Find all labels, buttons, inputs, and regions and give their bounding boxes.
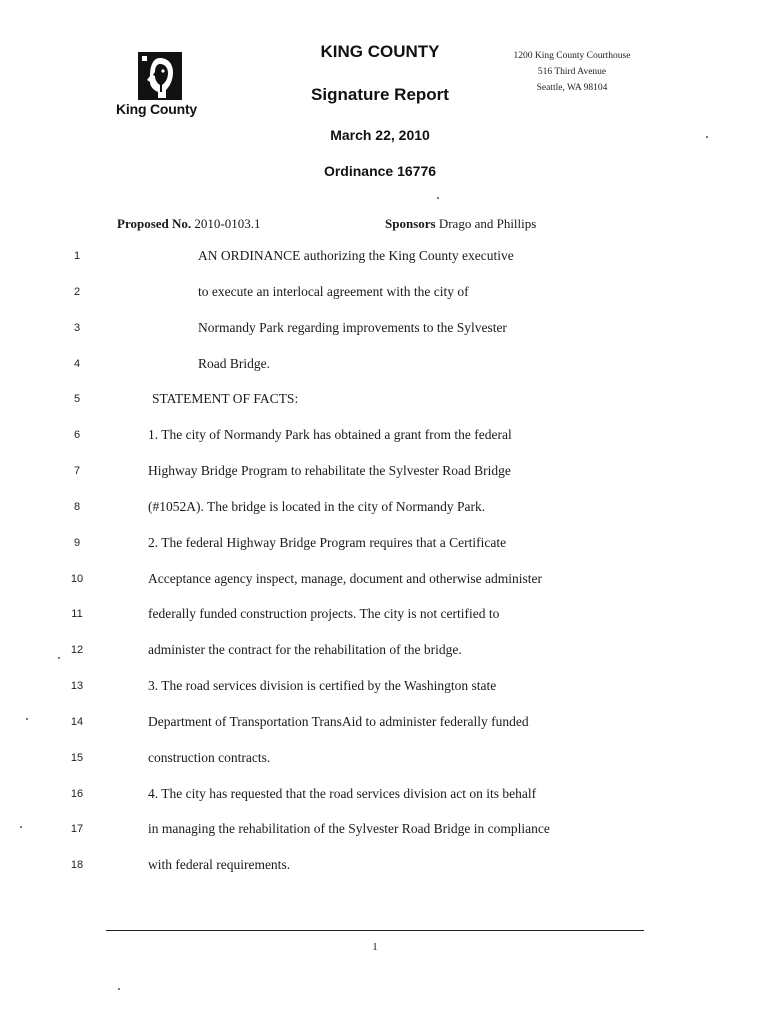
ordinance-line: [0, 427, 770, 447]
logo-text: King County: [116, 101, 198, 117]
ordinance-line: [0, 786, 770, 806]
line-text: administer the contract for the rehabilitation of the bridge.: [148, 642, 462, 657]
line-text: Road Bridge.: [198, 356, 270, 371]
ordinance-line: [0, 821, 770, 841]
proposed-value: 2010-0103.1: [194, 216, 261, 231]
scan-speck: [58, 657, 60, 659]
ordinance-line: [0, 356, 770, 376]
ordinance-line: [0, 714, 770, 734]
king-county-logo-icon: [138, 52, 182, 100]
line-text: (#1052A). The bridge is located in the city of Normandy Park.: [148, 499, 486, 514]
page-number: 1: [372, 941, 378, 953]
line-number: 9: [73, 537, 81, 549]
scan-speck: [118, 988, 120, 990]
ordinance-number: Ordinance 16776: [323, 163, 437, 179]
line-text: construction contracts.: [148, 750, 271, 765]
line-text: 1. The city of Normandy Park has obtained a grant from the federal: [148, 427, 512, 442]
ordinance-line: [0, 320, 770, 340]
line-text: in managing the rehabilitation of the Sylvester Road Bridge in compliance: [148, 821, 550, 836]
ordinance-line: [0, 391, 770, 411]
line-number: 15: [70, 752, 84, 764]
line-text: Highway Bridge Program to rehabilitate the Sylvester Road Bridge: [148, 463, 511, 478]
ordinance-line: [0, 606, 770, 626]
line-text: with federal requirements.: [148, 857, 291, 872]
ordinance-line: [0, 678, 770, 698]
ordinance-line: [0, 571, 770, 591]
ordinance-line: [0, 284, 770, 304]
line-number: 4: [73, 358, 81, 370]
proposed-number: [117, 216, 261, 232]
line-text: STATEMENT OF FACTS:: [152, 391, 299, 406]
address-line-3: Seattle, WA 98104: [536, 83, 608, 93]
ordinance-line: [0, 463, 770, 483]
line-text: to execute an interlocal agreement with the city of: [198, 284, 469, 299]
scan-speck: [437, 197, 439, 199]
line-text: 3. The road services division is certified by the Washington state: [148, 678, 497, 693]
address-line-2: 516 Third Avenue: [537, 67, 607, 77]
ordinance-line: [0, 535, 770, 555]
line-number: 12: [70, 644, 84, 656]
scan-speck: [26, 718, 28, 720]
report-date: March 22, 2010: [330, 127, 430, 143]
courthouse-address: [492, 48, 652, 96]
line-number: 14: [70, 716, 84, 728]
line-number: 13: [70, 680, 84, 692]
line-text: Department of Transportation TransAid to administer federally funded: [148, 714, 529, 729]
line-number: 10: [70, 573, 84, 585]
line-number: 7: [73, 465, 81, 477]
sponsors-value: Drago and Phillips: [438, 216, 537, 231]
line-number: 2: [73, 286, 81, 298]
ordinance-line: [0, 499, 770, 519]
line-text: Acceptance agency inspect, manage, document and otherwise administer: [148, 571, 542, 586]
line-number: 16: [70, 788, 84, 800]
line-number: 18: [70, 859, 84, 871]
ordinance-line: [0, 642, 770, 662]
ordinance-line: [0, 248, 770, 268]
sponsors-label: Sponsors: [385, 216, 436, 231]
line-number: 1: [73, 250, 81, 262]
address-line-1: 1200 King County Courthouse: [513, 51, 631, 61]
line-number: 3: [73, 322, 81, 334]
ordinance-line: [0, 857, 770, 877]
county-heading: KING COUNTY: [320, 42, 440, 61]
line-number: 6: [73, 429, 81, 441]
line-number: 5: [73, 393, 81, 405]
line-text: Normandy Park regarding improvements to the Sylvester: [198, 320, 507, 335]
footer-rule: [106, 930, 644, 931]
scan-speck: [20, 826, 22, 828]
line-number: 17: [70, 823, 84, 835]
line-text: 4. The city has requested that the road services division act on its behalf: [148, 786, 537, 801]
line-number: 8: [73, 501, 81, 513]
scan-speck: [706, 136, 708, 138]
sponsors: [385, 216, 536, 232]
line-number: 11: [71, 608, 83, 620]
line-text: 2. The federal Highway Bridge Program requires that a Certificate: [148, 535, 507, 550]
ordinance-line: [0, 750, 770, 770]
report-title: Signature Report: [311, 85, 449, 104]
line-text: federally funded construction projects. The city is not certified to: [148, 606, 500, 621]
king-county-logo: [116, 52, 216, 122]
line-text: AN ORDINANCE authorizing the King County executive: [198, 248, 514, 263]
proposed-label: Proposed No.: [117, 216, 192, 231]
